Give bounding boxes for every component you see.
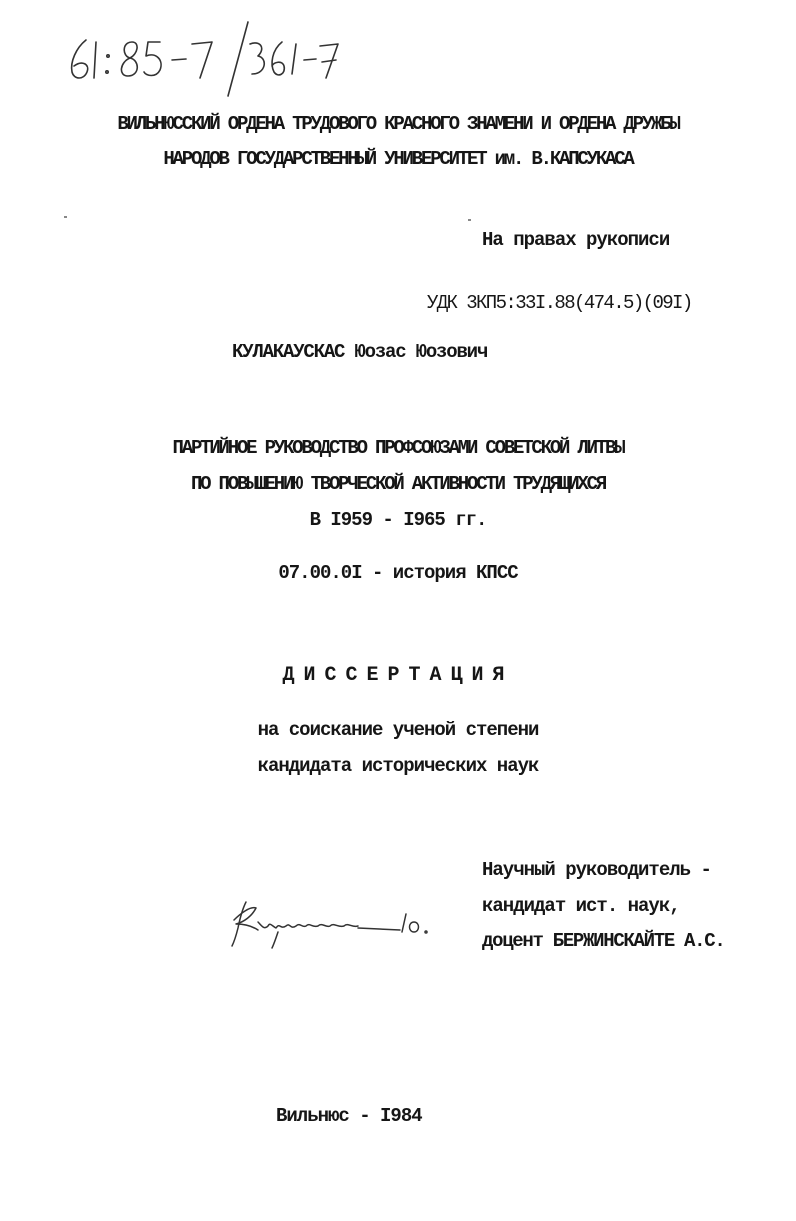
university-line-2: НАРОДОВ ГОСУДАРСТВЕННЫЙ УНИВЕРСИТЕТ им. В.КАПСУКАСА [163,148,633,170]
document-type: ДИССЕРТАЦИЯ [282,664,514,687]
specialty: 07.00.0I - история КПСС [278,562,518,584]
speck [64,216,67,218]
degree-line-1: на соискание ученой степени [257,719,539,741]
archive-number-handwritten [60,18,350,98]
rights-notice: На правах рукописи [482,229,670,251]
university-line-1: ВИЛЬНЮССКИЙ ОРДЕНА ТРУДОВОГО КРАСНОГО ЗНАМЕНИ И ОРДЕНА ДРУЖБЫ [117,113,679,135]
supervisor-line-2: кандидат ист. наук, [482,895,680,917]
title-line-3: В I959 - I965 гг. [309,509,487,531]
title-line-1: ПАРТИЙНОЕ РУКОВОДСТВО ПРОФСОЮЗАМИ СОВЕТСКОЙ ЛИТВЫ [172,437,624,459]
title-line-2: ПО ПОВЫШЕНИЮ ТВОРЧЕСКОЙ АКТИВНОСТИ ТРУДЯЩИХСЯ [190,473,606,495]
supervisor-line-3: доцент БЕРЖИНСКАЙТЕ А.С. [482,930,725,952]
udk-code: УДК 3КП5:33I.88(474.5)(09I) [427,292,692,314]
city-year: Вильнюс - I984 [276,1105,422,1127]
author-name: КУЛАКАУСКАС Юозас Юозович [232,341,488,363]
speck [468,219,471,221]
supervisor-line-1: Научный руководитель - [482,859,711,881]
degree-line-2: кандидата исторических наук [257,755,539,777]
signature [228,892,438,952]
